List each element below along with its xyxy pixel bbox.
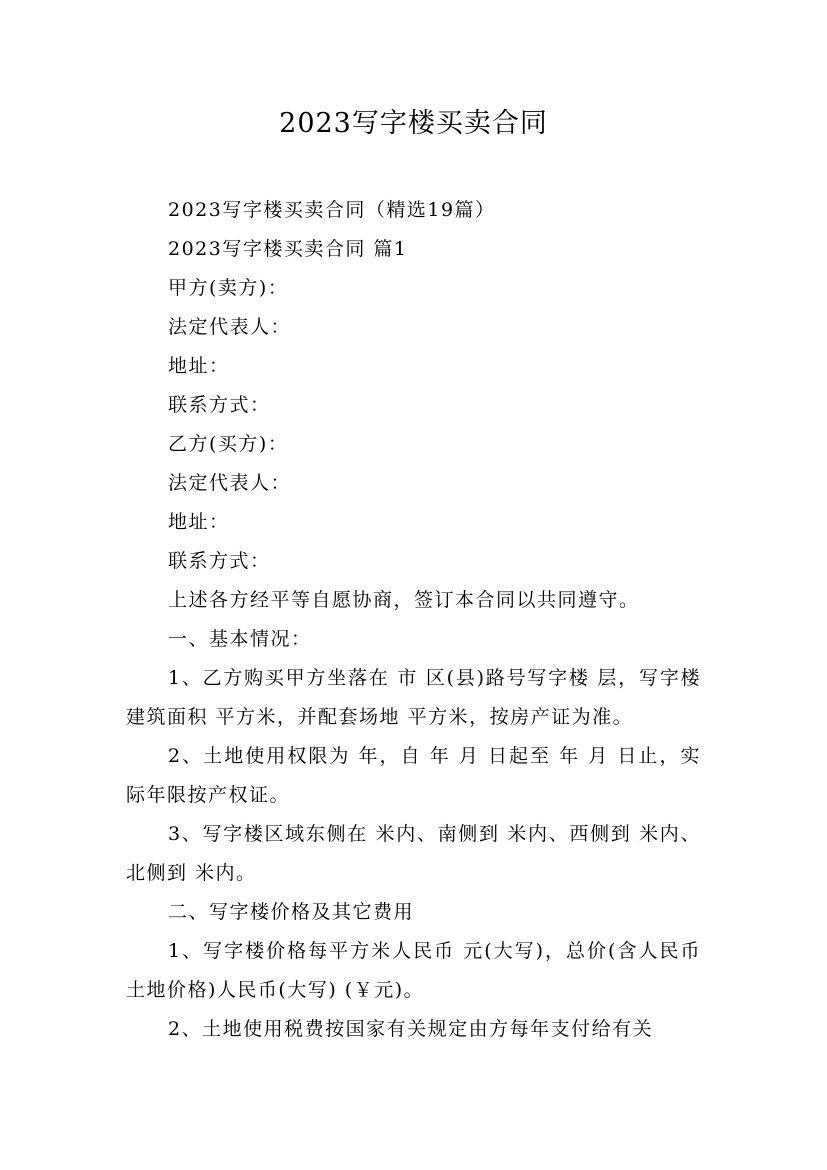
clause-2-2: 2、土地使用税费按国家有关规定由方每年支付给有关 (168, 1018, 654, 1040)
party-b-address: 地址： (168, 511, 230, 533)
party-b-representative: 法定代表人： (168, 472, 292, 494)
party-b-contact: 联系方式： (168, 550, 271, 572)
document-title: 2023写字楼买卖合同 (279, 108, 548, 139)
clause-1-1: 1、乙方购买甲方坐落在 市 区(县)路号写字楼 层，写字楼建筑面积 平方米，并配套场地 平方米，按房产证为准。 (126, 667, 701, 728)
agreement-statement: 上述各方经平等自愿协商，签订本合同以共同遵守。 (168, 589, 640, 611)
party-a-label: 甲方(卖方)： (168, 277, 289, 299)
clause-2-1: 1、写字楼价格每平方米人民币 元(大写)，总价(含人民币土地价格)人民币(大写) (￥元)。 (126, 940, 701, 1001)
section-price-heading: 二、写字楼价格及其它费用 (168, 901, 415, 923)
party-b-label: 乙方(买方)： (168, 433, 289, 455)
party-a-contact: 联系方式： (168, 394, 271, 416)
clause-1-3: 3、写字楼区域东侧在 米内、南侧到 米内、西侧到 米内、北侧到 米内。 (126, 823, 701, 884)
paragraph-subtitle: 2023写字楼买卖合同（精选19篇） (168, 199, 496, 221)
paragraph-section-heading: 2023写字楼买卖合同 篇1 (168, 238, 408, 260)
clause-1-2: 2、土地使用权限为 年，自 年 月 日起至 年 月 日止，实际年限按产权证。 (126, 745, 701, 806)
party-a-representative: 法定代表人： (168, 316, 292, 338)
document-body (126, 191, 701, 1049)
section-basic-info-heading: 一、基本情况： (168, 628, 312, 650)
party-a-address: 地址： (168, 355, 230, 377)
